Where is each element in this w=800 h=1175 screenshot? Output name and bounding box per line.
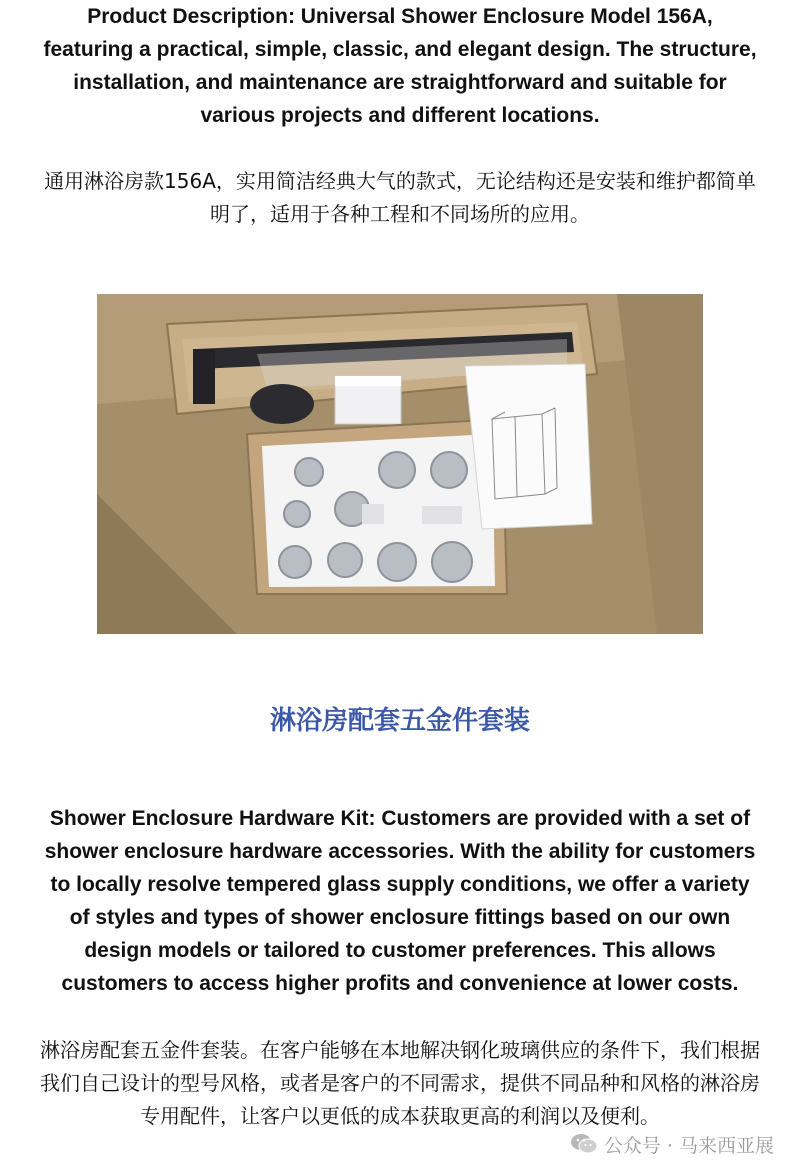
- wechat-watermark: [570, 1130, 774, 1158]
- hardware-kit-chinese: 淋浴房配套五金件套装。在客户能够在本地解决钢化玻璃供应的条件下，我们根据我们自己设计的型号风格，或者是客户的不同需求，提供不同品种和风格的淋浴房专用配件，让客户以更低的成本获取更高的利润以及便利。: [40, 1038, 760, 1128]
- watermark-text: 公众号 · 马来西亚展: [603, 1134, 774, 1157]
- shower-kit-box-illustration: [97, 294, 703, 634]
- wechat-icon: [570, 1132, 598, 1156]
- product-photo: [97, 294, 703, 634]
- hardware-kit-english: Shower Enclosure Hardware Kit: Customers are provided with a set of shower enclosure hardware accessories. With the ability for customers to locally resolve tempered glass supply conditions, we offer a variety of styles and types of shower enclosure fittings based on our own design models or tailored to customer preferences. This allows customers to access higher profits and convenience at lower costs.: [44, 807, 756, 995]
- hardware-kit-heading: 淋浴房配套五金件套装: [269, 706, 530, 736]
- product-description-chinese: 通用淋浴房款156A，实用简洁经典大气的款式，无论结构还是安装和维护都简单明了，适用于各种工程和不同场所的应用。: [44, 169, 756, 226]
- product-description-english: Product Description: Universal Shower Enclosure Model 156A, featuring a practical, simple, classic, and elegant design. The structure, installation, and maintenance are straightforward and suitable for various projects and different locations.: [43, 5, 757, 127]
